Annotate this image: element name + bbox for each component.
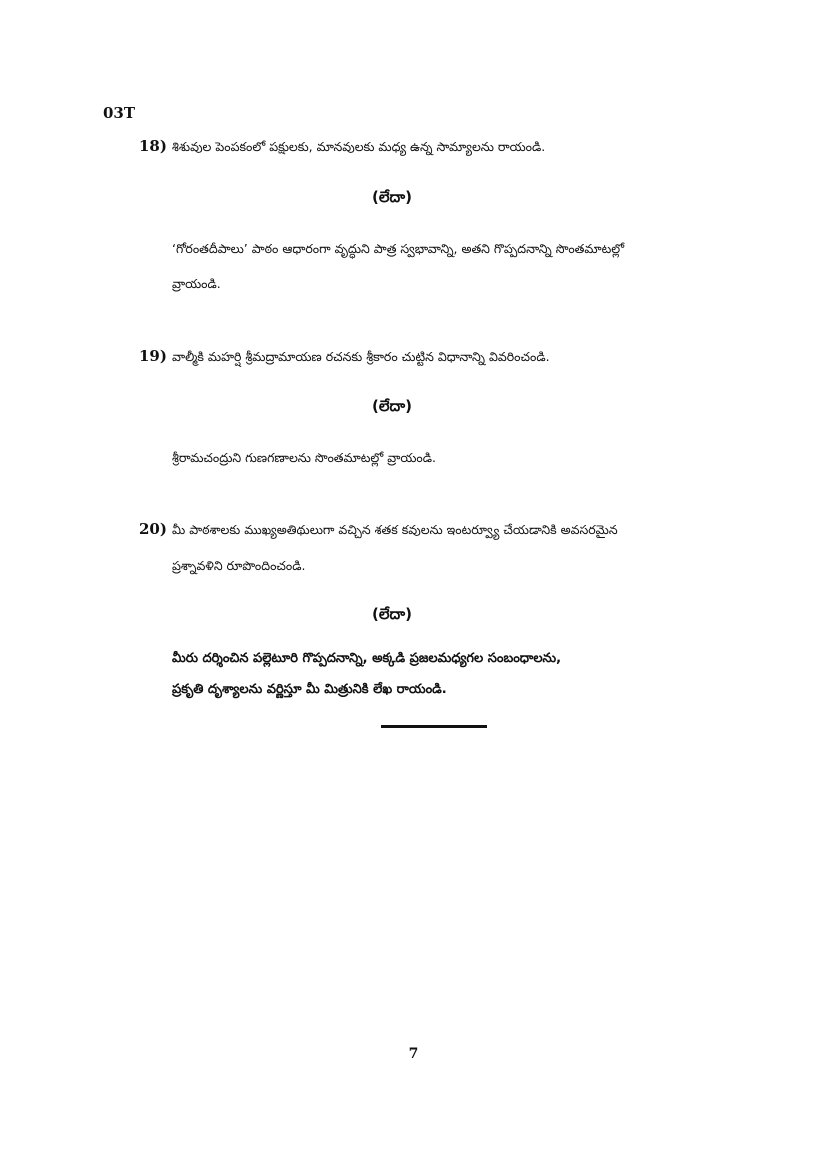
question-19-number: 19) [139, 347, 167, 365]
question-20-alt-line-2: ప్రకృతి దృశ్యాలను వర్ణిస్తూ మీ మిత్రునికి లేఖ రాయండి. [172, 682, 447, 697]
question-18-or-label: (లేదా) [372, 188, 412, 206]
question-20-text-line-1: మీ పాఠశాలకు ముఖ్యఅతిథులుగా వచ్చిన శతక కవులను ఇంటర్వ్యూ చేయడానికి అవసరమైన [172, 522, 618, 537]
question-20-alt-line-1: మీరు దర్శించిన పల్లెటూరి గొప్పదనాన్ని, అక్కడి ప్రజలమధ్యగల సంబంధాలను, [172, 651, 562, 666]
page-number: 7 [408, 1046, 419, 1062]
question-20-number: 20) [139, 520, 167, 538]
question-18-alt-line-1: ‘గోరంతదీపాలు’ పాఠం ఆధారంగా వృద్ధుని పాత్ర స్వభావాన్ని, అతని గొప్పదనాన్ని సొంతమాటల్లో [172, 241, 625, 256]
question-18-number: 18) [139, 137, 167, 155]
question-18-text: శిశువుల పెంపకంలో పక్షులకు, మానవులకు మధ్య ఉన్న సామ్యాలను రాయండి. [172, 139, 546, 154]
question-18-alt-line-2: వ్రాయండి. [172, 276, 221, 291]
end-divider [381, 725, 487, 728]
question-19-alt-line-1: శ్రీరామచంద్రుని గుణగణాలను సొంతమాటల్లో వ్రాయండి. [172, 450, 436, 465]
question-19-text: వాల్మీకి మహర్షి శ్రీమద్రామాయణ రచనకు శ్రీకారం చుట్టిన విధానాన్ని వివరించండి. [172, 349, 550, 364]
question-19-or-label: (లేదా) [372, 397, 412, 415]
question-20-or-label: (లేదా) [372, 605, 412, 623]
paper-code: 03T [103, 104, 136, 122]
question-20-text-line-2: ప్రశ్నావళిని రూపొందించండి. [172, 558, 306, 573]
